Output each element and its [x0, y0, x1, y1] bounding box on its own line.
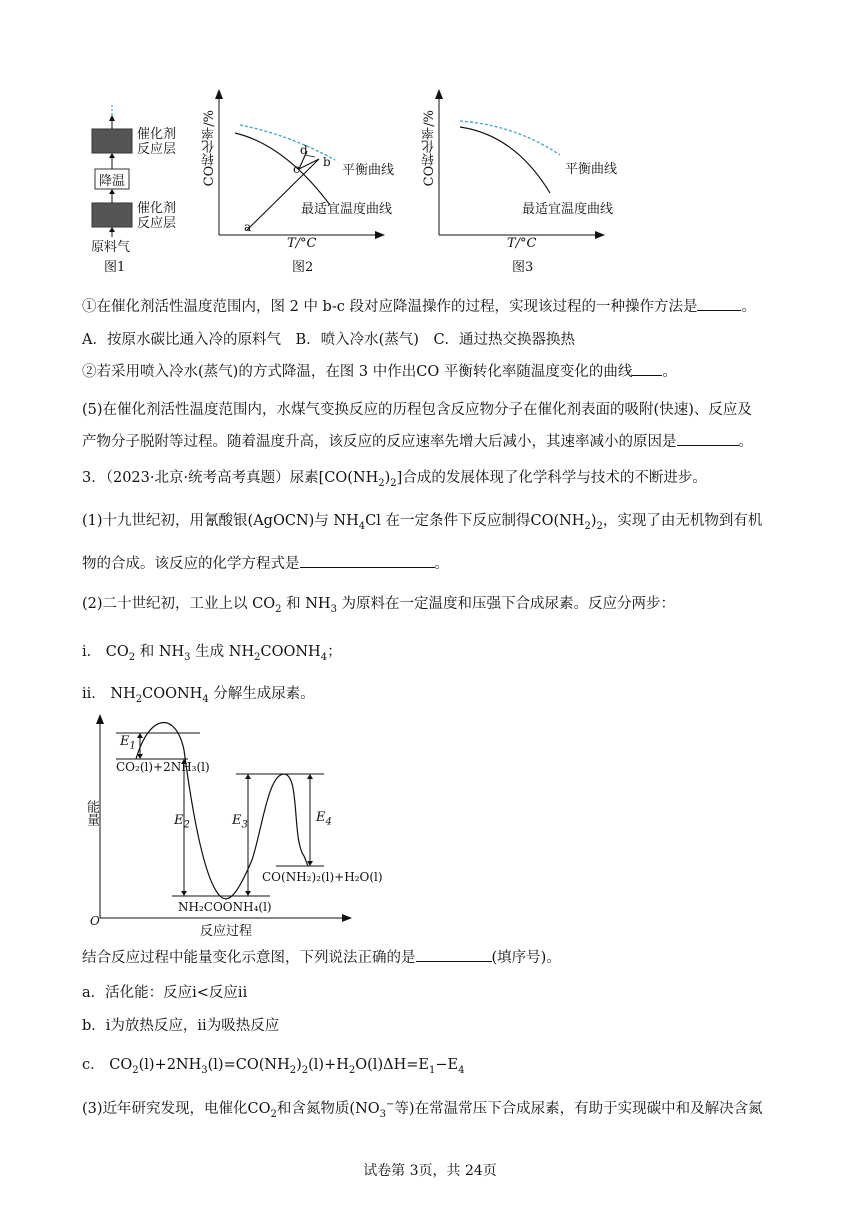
fig3-eq-label: 平衡曲线 — [565, 162, 618, 177]
fig3-caption: 图3 — [512, 260, 534, 275]
sub-3-line: (3)近年研究发现，电催化$CO_2$和含氮物质($NO_3^-$等)在常温常压下合成尿素，有助于实现碳中和及解决含氮 — [82, 1099, 763, 1120]
energy-intermediate: NH₂COONH₄(l) — [178, 900, 272, 914]
step-i: i． $CO_2$ 和 $NH_3$ 生成 $NH_2COONH_4$； — [82, 644, 342, 663]
fig2-point-c: c — [293, 162, 300, 176]
fig1-label-top: 催化剂 反应层 — [137, 127, 177, 157]
fig2-point-a: a — [244, 220, 252, 234]
energy-reactants: CO₂(l)+2NH₃(l) — [116, 760, 210, 774]
energy-products: CO(NH₂)₂(l)+H₂O(l) — [262, 870, 383, 884]
energy-E4: $E_4$ — [316, 810, 332, 828]
option-b: b．i为放热反应，ii为吸热反应 — [82, 1018, 280, 1034]
fig1-label-cool: 降温 — [99, 174, 126, 189]
step-ii: ii． $NH_2COONH_4$ 分解生成尿素。 — [82, 686, 315, 705]
sub-2-line: (2)二十世纪初，工业上以 $CO_2$ 和 $NH_3$ 为原料在一定温度和压强下合成尿素。反应分两步： — [82, 596, 676, 615]
fig2-caption: 图2 — [292, 260, 314, 275]
fig2-xlabel: T/°C — [287, 236, 317, 251]
fig1-label-feed: 原料气 — [91, 240, 131, 255]
options-abc: A．按原水碳比通入冷的原料气 B．喷入冷水(蒸气) C．通过热交换器换热 — [82, 332, 576, 348]
energy-xlabel: 反应过程 — [200, 924, 253, 939]
question-figure: 结合反应过程中能量变化示意图，下列说法正确的是 (填序号)。 — [82, 950, 561, 966]
fig1-caption: 图1 — [104, 260, 126, 275]
question-2: ②若采用喷入冷水(蒸气)的方式降温，在图 3 中作出CO 平衡转化率随温度变化的曲线 。 — [82, 364, 677, 380]
fig3-xlabel: T/°C — [507, 236, 537, 251]
option-c: c． $CO_2(l)+2NH_3(l)=CO(NH_2)_2(l)+H_2O(l)\Delta H=E_1-E_4$ — [82, 1057, 465, 1076]
question-1: ①在催化剂活性温度范围内，图 2 中 b-c 段对应降温操作的过程，实现该过程的一种操作方法是 。 — [82, 299, 756, 315]
fig3-ylabel: CO转化率/% — [422, 110, 437, 187]
fig2-point-d: d — [300, 143, 308, 157]
page-footer: 试卷第 3页，共 24页 — [363, 1163, 497, 1179]
fig2-eq-label: 平衡曲线 — [342, 163, 395, 178]
fig2-opt-label: 最适宜温度曲线 — [301, 202, 393, 217]
fig2-ylabel: CO转化率/% — [202, 110, 217, 187]
energy-E3: $E_3$ — [232, 813, 248, 831]
sub-1-line1: (1)十九世纪初，用氰酸银(AgOCN)与 $NH_4Cl$ 在一定条件下反应制得$CO(NH_2)_2$，实现了由无机物到有机 — [82, 513, 763, 532]
question-5-line1: (5)在催化剂活性温度范围内，水煤气变换反应的历程包含反应物分子在催化剂表面的吸附(快速)、反应及 — [82, 402, 752, 418]
question-5-line2: 产物分子脱附等过程。随着温度升高，该反应的反应速率先增大后减小，其速率减小的原因是 。 — [82, 434, 753, 450]
sub-1-line2: 物的合成。该反应的化学方程式是 。 — [82, 556, 449, 572]
energy-E2: $E_2$ — [174, 813, 190, 831]
fig2-point-b: b — [323, 155, 331, 169]
problem-3-head: 3．（2023·北京·统考高考真题）尿素$[CO(NH_2)_2]$合成的发展体现了化学科学与技术的不断进步。 — [82, 470, 707, 489]
fig3-opt-label: 最适宜温度曲线 — [522, 202, 614, 217]
energy-E1: $E_1$ — [120, 734, 136, 752]
energy-ylabel: 能量 — [84, 800, 99, 826]
fig1-label-bottom: 催化剂 反应层 — [137, 201, 177, 231]
option-a: a．活化能：反应i<反应ii — [82, 985, 248, 1001]
energy-origin: O — [90, 914, 100, 928]
